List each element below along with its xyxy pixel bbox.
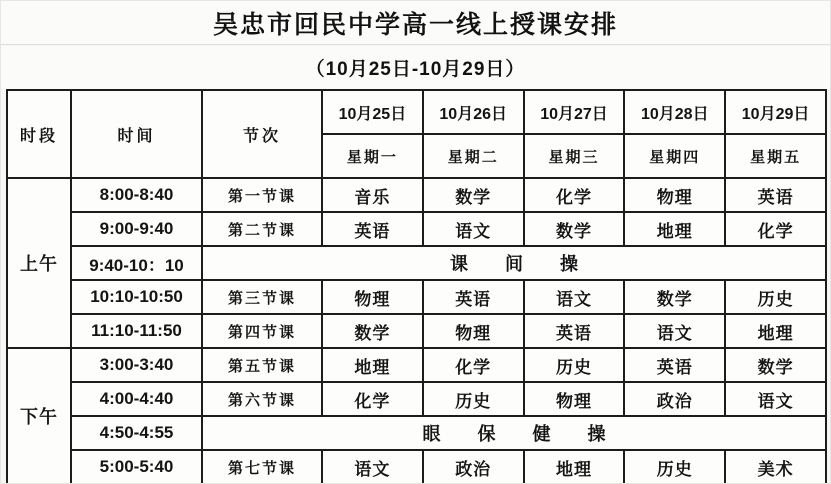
header-date-monday: 10月25日 [322,90,423,134]
subject-cell: 英语 [725,178,826,212]
subject-cell: 语文 [423,212,524,246]
subject-cell: 地理 [725,314,826,348]
header-date-tuesday: 10月26日 [423,90,524,134]
table-row [7,280,826,314]
subject-cell: 物理 [624,178,725,212]
table-row [7,416,826,450]
table-row [7,314,826,348]
subject-cell: 数学 [624,280,725,314]
subject-cell: 化学 [423,348,524,382]
subject-cell: 数学 [524,212,625,246]
timetable [6,89,827,484]
subject-cell: 音乐 [322,178,423,212]
session-cell: 第五节课 [202,348,322,382]
time-cell: 9:00-9:40 [71,212,202,246]
header-weekday-monday: 星期一 [322,134,423,178]
subject-cell: 历史 [524,348,625,382]
header-date-friday: 10月29日 [725,90,826,134]
subject-cell: 数学 [423,178,524,212]
table-row [7,178,826,212]
table-row [7,212,826,246]
session-cell: 第四节课 [202,314,322,348]
time-cell: 4:00-4:40 [71,382,202,416]
subject-cell: 语文 [322,450,423,484]
subject-cell: 地理 [624,212,725,246]
session-cell: 第六节课 [202,382,322,416]
session-cell: 第一节课 [202,178,322,212]
header-date-wednesday: 10月27日 [524,90,625,134]
table-row [7,382,826,416]
time-cell: 3:00-3:40 [71,348,202,382]
period-label-morning: 上午 [7,178,71,348]
subject-cell: 地理 [524,450,625,484]
header-weekday-friday: 星期五 [725,134,826,178]
time-cell: 5:00-5:40 [71,450,202,484]
header-date-thursday: 10月28日 [624,90,725,134]
subject-cell: 英语 [524,314,625,348]
table-row [7,246,826,280]
subject-cell: 数学 [725,348,826,382]
header-time-col: 时间 [71,90,202,178]
subject-cell: 历史 [725,280,826,314]
subject-cell: 英语 [322,212,423,246]
subject-cell: 英语 [423,280,524,314]
break-cell-class-exercise: 课 间 操 [202,246,826,280]
subject-cell: 美术 [725,450,826,484]
period-label-afternoon: 下午 [7,348,71,484]
subject-cell: 语文 [524,280,625,314]
header-session-col: 节次 [202,90,322,178]
subject-cell: 政治 [423,450,524,484]
session-cell: 第七节课 [202,450,322,484]
date-range-subtitle: （10月25日-10月29日） [1,46,830,89]
subject-cell: 历史 [423,382,524,416]
subject-cell: 化学 [725,212,826,246]
header-weekday-wednesday: 星期三 [524,134,625,178]
header-weekday-thursday: 星期四 [624,134,725,178]
time-cell: 8:00-8:40 [71,178,202,212]
subject-cell: 语文 [725,382,826,416]
time-cell: 4:50-4:55 [71,416,202,450]
session-cell: 第二节课 [202,212,322,246]
session-cell: 第三节课 [202,280,322,314]
time-cell: 11:10-11:50 [71,314,202,348]
table-row [7,450,826,484]
subject-cell: 物理 [322,280,423,314]
time-cell: 9:40-10：10 [71,246,202,280]
subject-cell: 历史 [624,450,725,484]
time-cell: 10:10-10:50 [71,280,202,314]
subject-cell: 地理 [322,348,423,382]
subject-cell: 政治 [624,382,725,416]
subject-cell: 语文 [624,314,725,348]
table-row [7,348,826,382]
subject-cell: 英语 [624,348,725,382]
header-weekday-tuesday: 星期二 [423,134,524,178]
header-period-col: 时段 [7,90,71,178]
header-row-dates [7,90,826,134]
subject-cell: 物理 [524,382,625,416]
break-cell-eye-exercise: 眼 保 健 操 [202,416,826,450]
subject-cell: 物理 [423,314,524,348]
subject-cell: 化学 [322,382,423,416]
subject-cell: 化学 [524,178,625,212]
page-title: 吴忠市回民中学高一线上授课安排 [1,1,830,45]
subject-cell: 数学 [322,314,423,348]
